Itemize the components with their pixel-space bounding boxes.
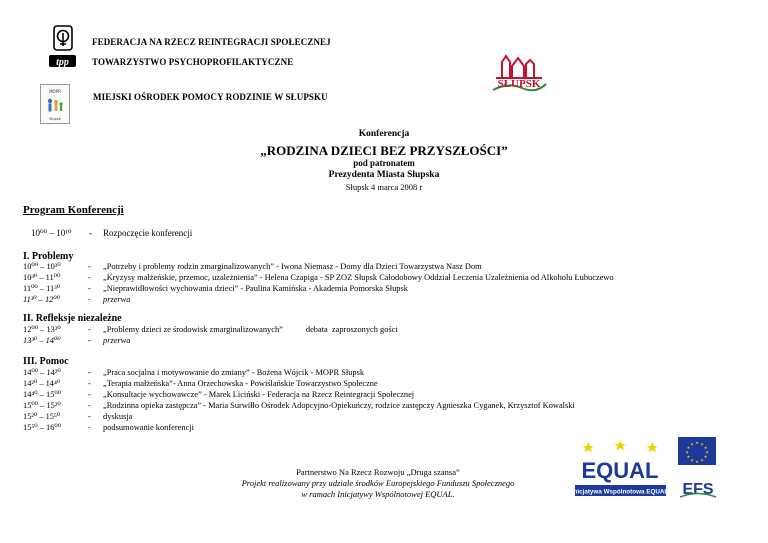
equal-logo <box>573 440 668 500</box>
org-federacja: FEDERACJA NA RZECZ REINTEGRACJI SPOŁECZNEJ <box>92 37 331 47</box>
row-time: 15²⁰ – 15⁵⁰ <box>23 412 61 421</box>
svg-text:★: ★ <box>685 449 689 455</box>
row-time: 10³⁰ – 11⁰⁰ <box>23 273 61 282</box>
row-text: „Nieprawidłowości wychowania dzieci” - Paulina Kamińska - Akademia Pomorska Słupsk <box>103 284 408 293</box>
row-time: 15⁰⁰ – 15²⁰ <box>23 401 61 410</box>
row-time: 11⁰⁰ – 11³⁰ <box>23 284 61 293</box>
conference-title: „RODZINA DZIECI BEZ PRZYSZŁOŚCI” <box>260 143 508 158</box>
patronage-label: pod patronatem <box>353 158 415 168</box>
federacja-logo <box>53 25 73 51</box>
row-dash: - <box>88 336 91 345</box>
row-text: „Kryzysy małżeńskie, przemoc, uzależnienia” - Helena Czapiga - SP ZOZ Słupsk Całodobowy Oddział Leczenia Uzależnienia od Alkoholu Łubuczewo <box>103 273 614 282</box>
row-time: 13³⁰ – 14⁰⁰ <box>23 336 61 345</box>
svg-text:★: ★ <box>695 440 699 445</box>
row-text: podsumowanie konferencji <box>103 423 194 432</box>
svg-text:★: ★ <box>700 457 704 463</box>
row-dash: - <box>88 262 91 271</box>
svg-text:★: ★ <box>695 459 699 464</box>
svg-text:★: ★ <box>690 457 694 463</box>
row-time: 14²⁰ – 14⁴⁰ <box>23 379 61 388</box>
row-dash: - <box>88 295 91 304</box>
svg-text:★: ★ <box>690 441 694 447</box>
svg-text:★: ★ <box>686 445 691 450</box>
equal-caption: Inicjatywa Wspólnotowa EQUAL <box>573 488 668 496</box>
org-towarzystwo: TOWARZYSTWO PSYCHOPROFILAKTYCZNE <box>92 57 294 67</box>
svg-text:★: ★ <box>703 454 708 459</box>
row-text: „Terapia małżeńska”- Anna Orzechowska - Powiślańskie Towarzystwo Społeczne <box>103 379 378 388</box>
row-dash: - <box>88 284 91 293</box>
efs-logo-text: EFS <box>682 481 714 498</box>
svg-text:★: ★ <box>700 441 704 447</box>
svg-text:★: ★ <box>705 449 709 455</box>
footer-project: Projekt realizowany przy udziale środków Europejskiego Funduszu Społecznego <box>241 478 515 488</box>
tpp-logo <box>49 54 76 66</box>
row-dash: - <box>88 325 91 334</box>
section-title: I. Problemy <box>23 251 74 262</box>
row-time: 12⁰⁰ – 13³⁰ <box>23 325 61 334</box>
row-dash: - <box>88 273 91 282</box>
row-dash: - <box>88 412 91 421</box>
footer-initiative: w ramach Inicjatywy Wspólnotowej EQUAL. <box>301 489 455 499</box>
org-mopr: MIEJSKI OŚRODEK POMOCY RODZINIE W SŁUPSKU <box>93 92 328 102</box>
opening-time: 10⁰⁰ – 10¹⁰ <box>31 228 72 238</box>
row-time: 15⁵⁰ – 16⁰⁰ <box>23 423 62 432</box>
row-dash: - <box>88 423 91 432</box>
row-text: przerwa <box>103 295 131 304</box>
svg-text:Słupsk: Słupsk <box>49 117 61 121</box>
row-text: dyskusja <box>103 412 133 421</box>
svg-text:★: ★ <box>703 445 708 450</box>
equal-logo-text: EQUAL <box>581 458 659 483</box>
conference-date: Słupsk 4 marca 2008 r <box>345 182 423 192</box>
slupsk-city-logo <box>488 48 550 100</box>
row-dash: - <box>88 401 91 410</box>
opening-dash: - <box>89 228 92 238</box>
svg-text:MOPR: MOPR <box>49 89 61 94</box>
row-dash: - <box>88 368 91 377</box>
eu-flag-icon <box>678 437 716 465</box>
opening-text: Rozpoczęcie konferencji <box>103 228 193 238</box>
row-time: 14⁰⁰ – 14²⁰ <box>23 368 61 377</box>
conference-label: Konferencja <box>358 129 410 139</box>
svg-text:tpp: tpp <box>56 57 69 67</box>
row-time: 10⁰⁰ – 10³⁰ <box>23 262 61 271</box>
row-text: „Potrzeby i problemy rodzin zmarginalizowanych” - Iwona Niemasz - Domy dla Dzieci Towarzystwa Nasz Dom <box>103 262 482 271</box>
patron-name: Prezydenta Miasta Słupska <box>328 170 440 180</box>
row-text: „Rodzinna opieka zastępcza” - Maria Surwiłło Ośrodek Adopcyjno-Opiekuńczy, rodzice zastępczy Agnieszka Cyganek, Krzysztof Kowalski <box>103 401 575 410</box>
program-heading: Program Konferencji <box>23 204 124 216</box>
row-text: „Problemy dzieci ze środowisk zmarginalizowanych” debata zaproszonych gości <box>103 325 398 334</box>
row-text: przerwa <box>103 336 131 345</box>
mopr-logo <box>40 84 70 124</box>
section-title: II. Refleksje niezależne <box>23 313 122 324</box>
section-title: III. Pomoc <box>23 356 69 367</box>
row-time: 11³⁰ – 12⁰⁰ <box>23 295 61 304</box>
row-time: 14⁴⁰ – 15⁰⁰ <box>23 390 62 399</box>
svg-text:★: ★ <box>686 454 691 459</box>
row-dash: - <box>88 390 91 399</box>
row-text: „Konsultacje wychowawcze” - Marek Liciński - Federacja na Rzecz Reintegracji Społecznej <box>103 390 415 399</box>
efs-logo <box>676 470 720 500</box>
row-text: „Praca socjalna i motywowanie do zmiany” - Bożena Wójcik - MOPR Słupsk <box>103 368 365 377</box>
row-dash: - <box>88 379 91 388</box>
footer-partnership: Partnerstwo Na Rzecz Rozwoju „Druga szansa” <box>296 467 460 477</box>
slupsk-logo-text: SŁUPSK <box>497 78 541 90</box>
